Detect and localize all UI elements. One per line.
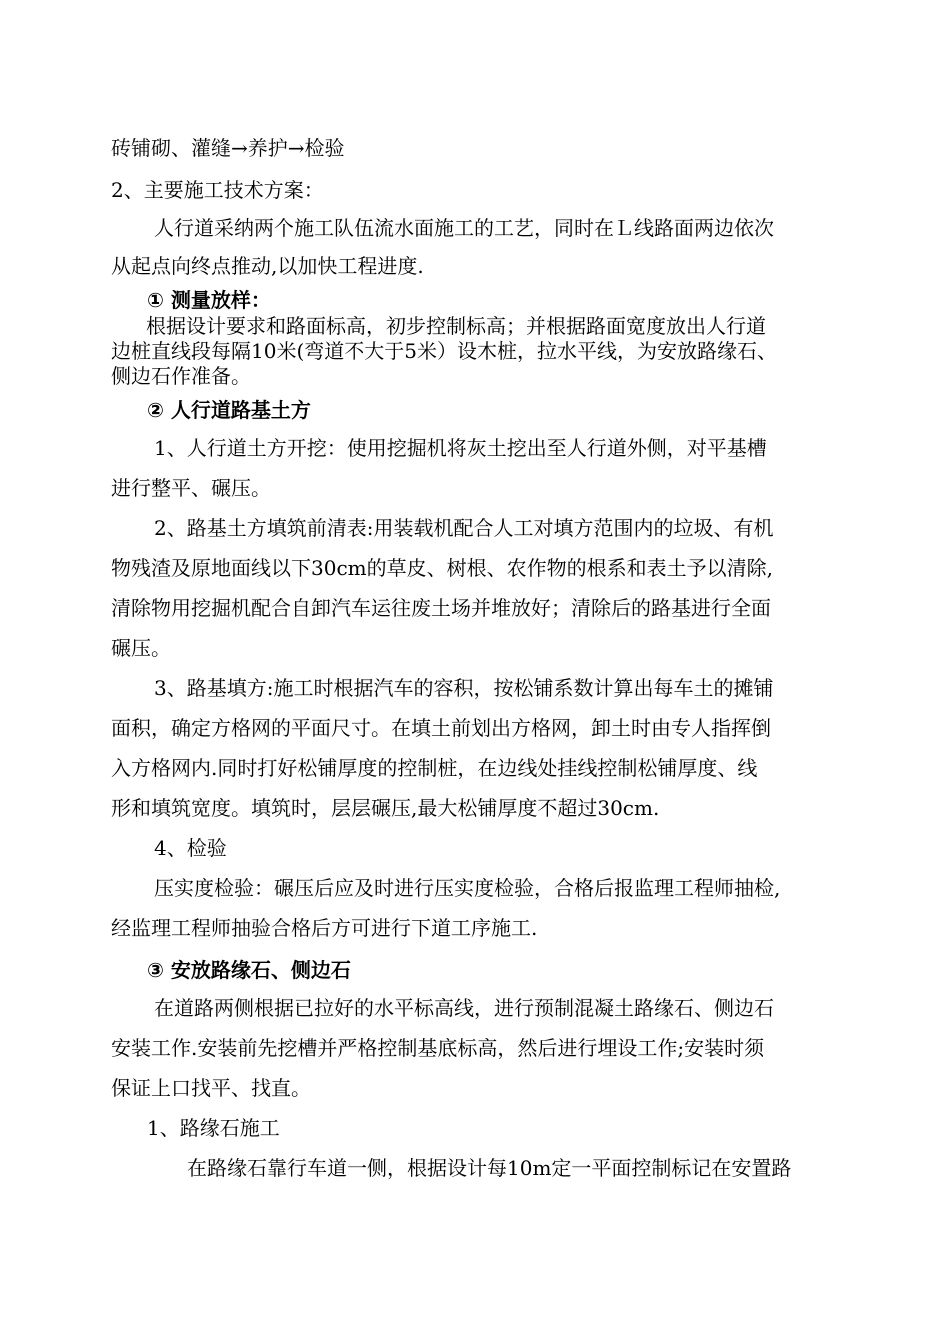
text-line: 安装工作.安装前先挖槽并严格控制基底标高，然后进行埋设工作;安装时须 (111, 1036, 765, 1060)
text-line: 保证上口找平、找直。 (111, 1076, 311, 1100)
text-line: 4、检验 (154, 836, 227, 860)
text-line: 入方格网内.同时打好松铺厚度的控制桩，在边线处挂线控制松铺厚度、线 (111, 756, 758, 780)
text-line: 3、路基填方:施工时根据汽车的容积，按松铺系数计算出每车土的摊铺 (154, 676, 774, 700)
subsection-heading-subgrade: ② 人行道路基土方 (147, 398, 311, 422)
text-line: 人行道采纳两个施工队伍流水面施工的工艺，同时在Ｌ线路面两边依次 (154, 216, 774, 240)
text-line: 在道路两侧根据已拉好的水平标高线，进行预制混凝土路缘石、侧边石 (154, 996, 774, 1020)
text-line: 清除物用挖掘机配合自卸汽车运往废土场并堆放好；清除后的路基进行全面 (111, 596, 771, 620)
subsection-heading-survey: ① 测量放样： (147, 288, 271, 312)
text-line: 面积，确定方格网的平面尺寸。在填土前划出方格网，卸土时由专人指挥倒 (111, 716, 771, 740)
subsection-heading-curb: ③ 安放路缘石、侧边石 (147, 958, 351, 982)
text-line: 砖铺砌、灌缝→养护→检验 (111, 136, 345, 160)
text-line: 根据设计要求和路面标高，初步控制标高；并根据路面宽度放出人行道 (146, 314, 766, 338)
text-line: 侧边石作准备。 (111, 364, 251, 388)
text-line: 1、人行道土方开挖：使用挖掘机将灰土挖出至人行道外侧，对平基槽 (154, 436, 767, 460)
text-line: 1、路缘石施工 (147, 1116, 280, 1140)
text-line: 进行整平、碾压。 (111, 476, 271, 500)
text-line: 2、路基土方填筑前清表:用装载机配合人工对填方范围内的垃圾、有机 (154, 516, 774, 540)
text-line: 物残渣及原地面线以下30cm的草皮、树根、农作物的根系和表土予以清除, (111, 556, 773, 580)
section-heading: 2、主要施工技术方案： (111, 178, 324, 202)
text-line: 压实度检验：碾压后应及时进行压实度检验，合格后报监理工程师抽检, (154, 876, 781, 900)
text-line: 经监理工程师抽验合格后方可进行下道工序施工. (111, 916, 538, 940)
text-line: 形和填筑宽度。填筑时，层层碾压,最大松铺厚度不超过30cm. (111, 796, 660, 820)
text-line: 在路缘石靠行车道一侧，根据设计每10m定一平面控制标记在安置路 (187, 1156, 792, 1180)
text-line: 从起点向终点推动,以加快工程进度. (111, 254, 424, 278)
text-line: 边桩直线段每隔10米(弯道不大于5米）设木桩，拉水平线，为安放路缘石、 (111, 339, 777, 363)
text-line: 碾压。 (111, 636, 171, 660)
